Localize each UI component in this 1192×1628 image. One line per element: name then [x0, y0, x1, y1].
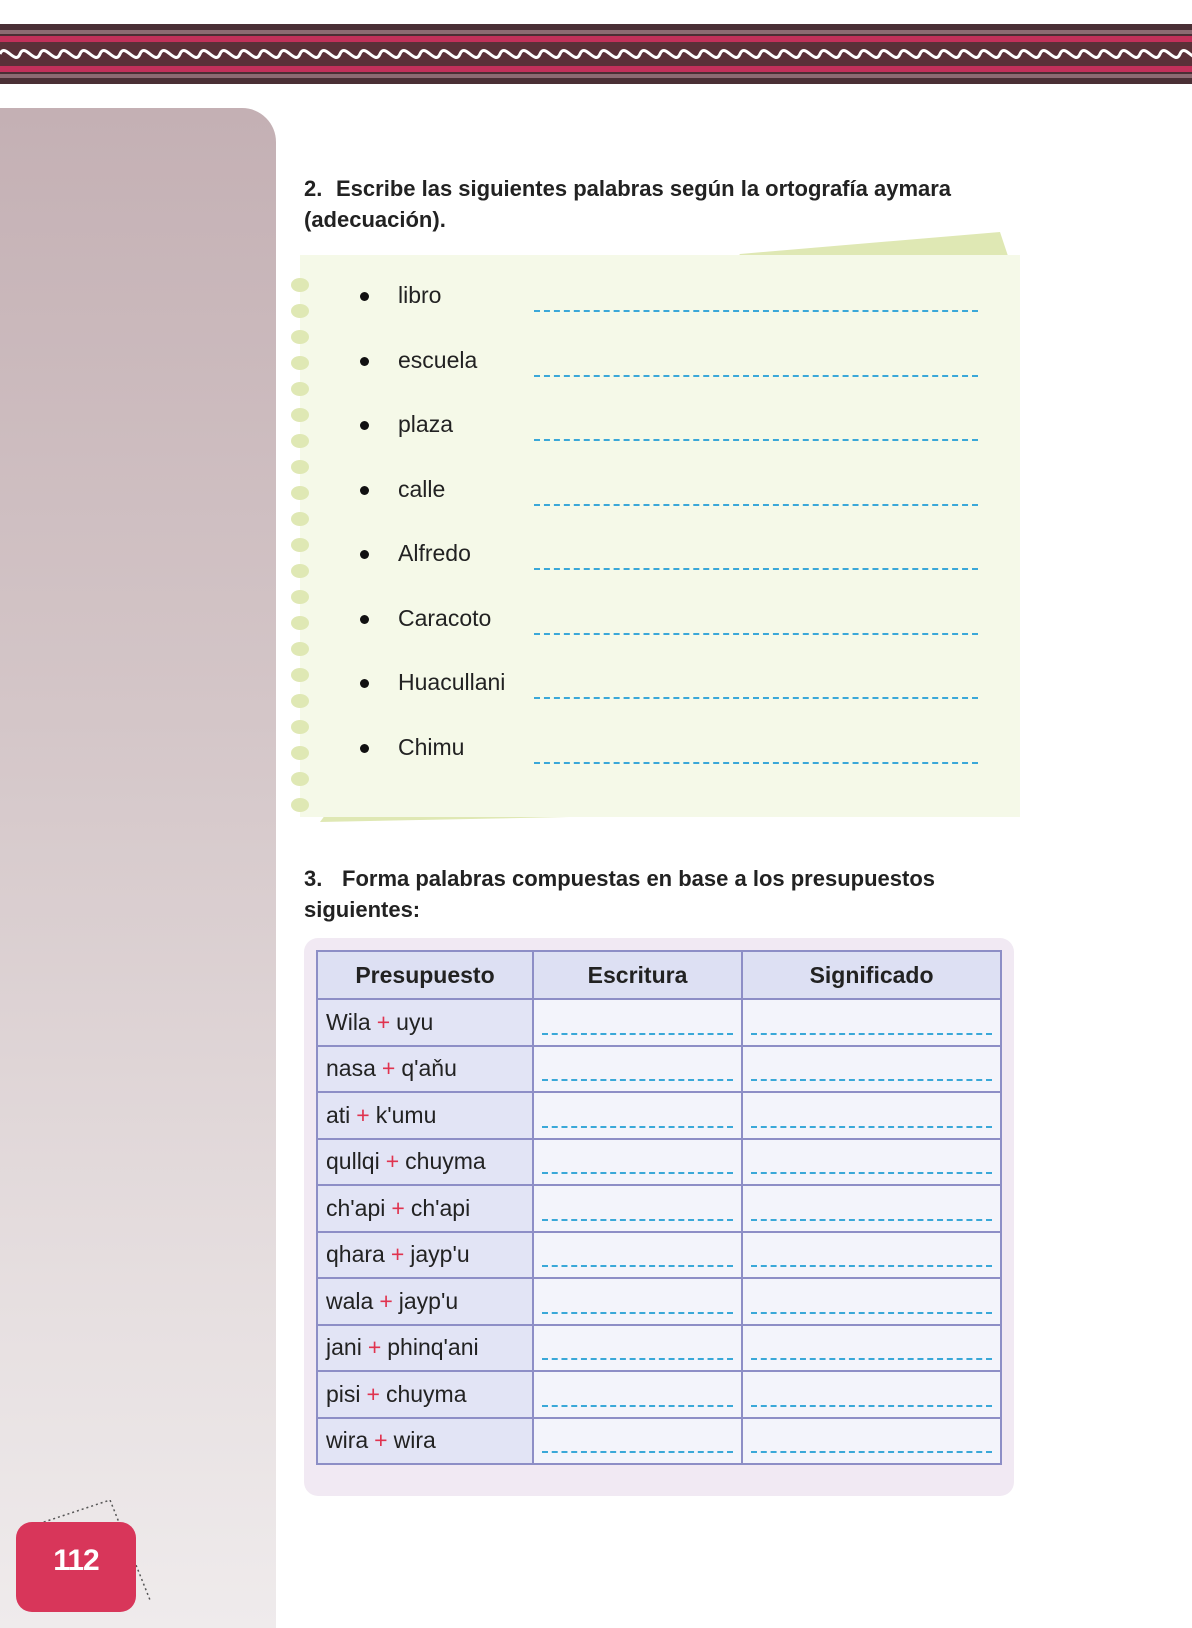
list-item [350, 669, 990, 734]
escritura-cell[interactable] [533, 1046, 742, 1093]
table-row [317, 1371, 1001, 1418]
word-label: Alfredo [398, 540, 471, 566]
root-word-b: k'umu [375, 1101, 437, 1128]
root-word-b: chuyma [405, 1148, 486, 1175]
list-item [350, 476, 990, 541]
plus-sign-icon: + [367, 1334, 382, 1361]
answer-line [542, 1219, 733, 1221]
answer-line[interactable] [534, 439, 978, 441]
list-item [350, 347, 990, 412]
compound-words-table [316, 950, 1002, 1465]
word-label: Chimu [398, 733, 465, 760]
significado-cell[interactable] [742, 1046, 1001, 1093]
bullet [360, 615, 369, 624]
escritura-cell[interactable] [533, 1371, 742, 1418]
root-word-b: chuyma [385, 1380, 467, 1407]
root-word-a: ch'api [326, 1194, 386, 1221]
bullet [360, 486, 369, 495]
table-row [317, 1325, 1001, 1372]
significado-cell[interactable] [742, 1092, 1001, 1139]
list-item [350, 540, 990, 605]
answer-line [751, 1312, 992, 1314]
bullet [360, 357, 369, 366]
root-word-a: wira [326, 1427, 369, 1454]
escritura-cell[interactable] [533, 1325, 742, 1372]
root-word-a: Wila [326, 1008, 371, 1035]
answer-line [542, 1172, 733, 1174]
decorative-woven-band [0, 24, 1192, 84]
table-row [317, 1278, 1001, 1325]
answer-line [542, 1126, 733, 1128]
significado-cell[interactable] [742, 1371, 1001, 1418]
question-2-number: 2. [304, 176, 323, 201]
escritura-cell[interactable] [533, 1185, 742, 1232]
presupuesto-cell [317, 1371, 533, 1418]
plus-sign-icon: + [366, 1380, 380, 1407]
answer-line [751, 1451, 992, 1453]
answer-line[interactable] [534, 697, 978, 699]
significado-cell[interactable] [742, 1418, 1001, 1465]
table-row [317, 1185, 1001, 1232]
root-word-b: jayp'u [398, 1287, 459, 1314]
left-sidebar-panel [0, 108, 276, 1628]
plus-sign-icon: + [379, 1287, 393, 1314]
presupuesto-cell [317, 1046, 533, 1093]
header-escritura: Escritura [533, 951, 742, 999]
word-label: Caracoto [398, 604, 492, 631]
answer-line [542, 1451, 733, 1453]
bullet [360, 421, 369, 430]
presupuesto-cell [317, 1185, 533, 1232]
answer-line[interactable] [534, 504, 978, 506]
table-header-row [317, 951, 1001, 999]
word-label: plaza [398, 411, 453, 437]
plus-sign-icon: + [381, 1055, 396, 1082]
header-presupuesto: Presupuesto [317, 951, 533, 999]
presupuesto-cell [317, 1232, 533, 1279]
presupuesto-cell [317, 1139, 533, 1186]
question-3-text: Forma palabras compuestas en base a los presupuestos siguientes: [304, 866, 935, 922]
answer-line [751, 1405, 992, 1407]
escritura-cell[interactable] [533, 1232, 742, 1279]
bullet [360, 292, 369, 301]
question-3-instruction [304, 863, 1034, 925]
answer-line[interactable] [534, 762, 978, 764]
root-word-a: nasa [326, 1055, 376, 1082]
presupuesto-cell [317, 1092, 533, 1139]
significado-cell[interactable] [742, 1232, 1001, 1279]
presupuesto-cell [317, 999, 533, 1046]
answer-line [751, 1358, 992, 1360]
answer-line [751, 1172, 992, 1174]
list-item [350, 282, 990, 347]
answer-line [751, 1126, 992, 1128]
plus-sign-icon: + [356, 1101, 370, 1128]
plus-sign-icon: + [385, 1148, 400, 1175]
word-label: escuela [398, 346, 478, 373]
torn-paper-edge [280, 255, 330, 835]
significado-cell[interactable] [742, 999, 1001, 1046]
escritura-cell[interactable] [533, 1278, 742, 1325]
bullet [360, 550, 369, 559]
table-row [317, 999, 1001, 1046]
answer-line [542, 1265, 733, 1267]
bullet [360, 744, 369, 753]
page-number-badge [16, 1522, 136, 1612]
list-item [350, 734, 990, 799]
page-number: 112 [53, 1544, 99, 1577]
answer-line[interactable] [534, 633, 978, 635]
plus-sign-icon: + [374, 1427, 388, 1454]
answer-line [542, 1358, 733, 1360]
root-word-b: uyu [396, 1008, 434, 1035]
table-row [317, 1232, 1001, 1279]
escritura-cell[interactable] [533, 1418, 742, 1465]
root-word-b: jayp'u [410, 1241, 470, 1268]
presupuesto-cell [317, 1278, 533, 1325]
table-row [317, 1418, 1001, 1465]
word-label: calle [398, 475, 446, 502]
header-significado: Significado [742, 951, 1001, 999]
question-3-number: 3. [304, 866, 323, 891]
answer-line [751, 1033, 992, 1035]
root-word-a: qhara [326, 1241, 385, 1268]
presupuesto-cell [317, 1325, 533, 1372]
root-word-b: ch'api [410, 1194, 471, 1221]
table-row [317, 1092, 1001, 1139]
escritura-cell[interactable] [533, 1139, 742, 1186]
escritura-cell[interactable] [533, 999, 742, 1046]
answer-line[interactable] [534, 375, 978, 377]
root-word-a: qullqi [326, 1148, 380, 1175]
answer-line [751, 1079, 992, 1081]
question-2-instruction [304, 173, 1044, 235]
table-row [317, 1046, 1001, 1093]
answer-line [542, 1312, 733, 1314]
answer-line[interactable] [534, 568, 978, 570]
word-label: Huacullani [398, 669, 506, 695]
answer-line [542, 1079, 733, 1081]
significado-cell[interactable] [742, 1139, 1001, 1186]
word-list [350, 282, 990, 798]
list-item [350, 605, 990, 670]
escritura-cell[interactable] [533, 1092, 742, 1139]
answer-line [751, 1219, 992, 1221]
plus-sign-icon: + [376, 1008, 391, 1035]
answer-line [542, 1405, 733, 1407]
compound-words-table-frame [304, 938, 1014, 1496]
plus-sign-icon: + [390, 1241, 405, 1268]
question-2-text: Escribe las siguientes palabras según la ortografía aymara (adecuación). [304, 176, 952, 232]
answer-line [751, 1265, 992, 1267]
answer-line[interactable] [534, 310, 978, 312]
table-row [317, 1139, 1001, 1186]
presupuesto-cell [317, 1418, 533, 1465]
list-item [350, 411, 990, 476]
root-word-b: q'aňu [401, 1055, 457, 1082]
word-label: libro [398, 282, 442, 308]
significado-cell[interactable] [742, 1185, 1001, 1232]
bullet [360, 679, 369, 688]
root-word-b: phinq'ani [387, 1334, 479, 1361]
root-word-a: wala [326, 1287, 374, 1314]
significado-cell[interactable] [742, 1278, 1001, 1325]
plus-sign-icon: + [391, 1194, 405, 1221]
significado-cell[interactable] [742, 1325, 1001, 1372]
answer-line [542, 1033, 733, 1035]
root-word-a: ati [326, 1101, 351, 1128]
root-word-a: jani [326, 1334, 362, 1361]
root-word-b: wira [393, 1427, 436, 1454]
root-word-a: pisi [326, 1380, 361, 1407]
